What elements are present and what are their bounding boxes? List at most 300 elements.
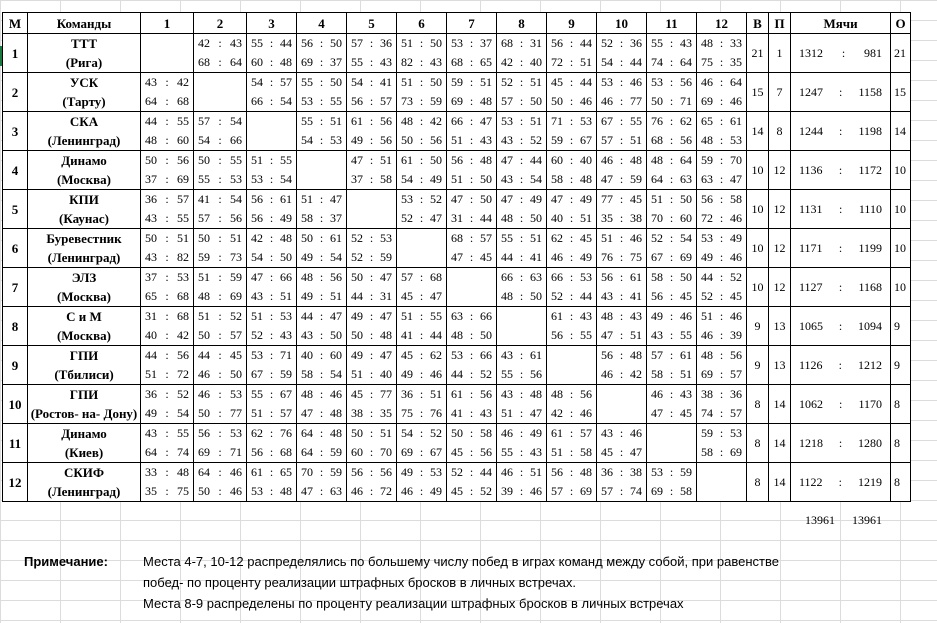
score-pair (597, 152, 646, 169)
score-own: 50 (351, 426, 363, 440)
balls-for: 1136 (799, 162, 823, 177)
score-separator: : (569, 133, 574, 147)
score-own: 68 (451, 55, 463, 69)
score-opp: 69 (177, 172, 189, 186)
table-row (3, 112, 911, 132)
score-own: 48 (651, 153, 663, 167)
score-separator: : (269, 426, 274, 440)
score-own: 55 (651, 36, 663, 50)
score-separator: : (619, 231, 624, 245)
self-cell (497, 307, 547, 346)
score-separator: : (319, 406, 324, 420)
wins-cell (747, 307, 769, 346)
score-own: 53 (601, 75, 613, 89)
score-opp: 53 (430, 465, 442, 479)
score-own: 54 (401, 172, 413, 186)
score-own: 44 (301, 309, 313, 323)
team-name-cell (28, 346, 141, 366)
score-separator: : (719, 192, 724, 206)
score-own: 35 (601, 211, 613, 225)
score-separator: : (369, 231, 374, 245)
self-cell (141, 34, 194, 73)
score-separator: : (669, 153, 674, 167)
score-opp: 53 (380, 231, 392, 245)
score-separator: : (469, 231, 474, 245)
score-own: 51 (551, 445, 563, 459)
balls-separator: : (838, 162, 843, 177)
score-own: 60 (351, 445, 363, 459)
score-cell (547, 307, 597, 327)
score-pair (141, 425, 193, 442)
balls-for: 1244 (799, 123, 823, 138)
score-own: 52 (551, 289, 563, 303)
score-own: 51 (601, 231, 613, 245)
score-own: 43 (601, 426, 613, 440)
score-cell (347, 346, 397, 366)
score-own: 50 (198, 153, 210, 167)
score-cell (194, 112, 247, 132)
balls-cell (791, 385, 891, 424)
score-pair (697, 347, 746, 364)
score-cell (697, 268, 747, 288)
score-pair (397, 152, 446, 169)
score-opp: 37 (330, 55, 342, 69)
score-opp: 55 (177, 114, 189, 128)
score-opp: 61 (280, 192, 292, 206)
score-separator: : (419, 445, 424, 459)
score-pair (397, 54, 446, 71)
score-opp: 47 (330, 309, 342, 323)
score-own: 43 (501, 348, 513, 362)
wins-value: 8 (754, 396, 761, 411)
score-opp: 57 (480, 231, 492, 245)
team-city: (Тбилиси) (54, 367, 114, 382)
score-pair (347, 171, 396, 188)
score-opp: 55 (280, 153, 292, 167)
score-separator: : (719, 94, 724, 108)
score-own: 61 (251, 465, 263, 479)
score-own: 59 (198, 250, 210, 264)
score-pair (397, 191, 446, 208)
score-separator: : (369, 172, 374, 186)
score-own: 44 (351, 289, 363, 303)
score-separator: : (319, 348, 324, 362)
score-cell (297, 131, 347, 151)
score-cell (697, 190, 747, 210)
score-separator: : (165, 328, 169, 342)
score-cell (141, 268, 194, 288)
score-separator: : (619, 172, 624, 186)
score-opp: 69 (680, 250, 692, 264)
score-cell (397, 131, 447, 151)
score-cell (297, 229, 347, 249)
score-separator: : (469, 211, 474, 225)
score-cell (647, 73, 697, 93)
score-separator: : (569, 250, 574, 264)
score-pair (194, 210, 246, 227)
score-separator: : (269, 231, 274, 245)
balls-separator: : (841, 45, 846, 60)
score-pair (347, 93, 396, 110)
team-name-cell (28, 229, 141, 249)
score-opp: 45 (230, 348, 242, 362)
score-own: 39 (501, 484, 513, 498)
score-pair (297, 269, 346, 286)
score-separator: : (269, 328, 274, 342)
score-opp: 50 (530, 289, 542, 303)
score-cell (647, 463, 697, 483)
score-separator: : (469, 445, 474, 459)
balls-pair (791, 162, 890, 179)
score-own: 37 (351, 172, 363, 186)
score-own: 45 (451, 484, 463, 498)
score-own: 43 (651, 328, 663, 342)
balls-pair (791, 279, 890, 296)
score-own: 69 (401, 445, 413, 459)
column-header: 8 (497, 13, 547, 34)
score-cell (141, 287, 194, 307)
score-cell (697, 151, 747, 171)
team-city-cell (28, 131, 141, 151)
score-own: 56 (351, 94, 363, 108)
score-opp: 43 (430, 55, 442, 69)
score-opp: 56 (380, 133, 392, 147)
score-pair (141, 288, 193, 305)
score-pair (497, 152, 546, 169)
score-pair (647, 366, 696, 383)
score-separator: : (519, 55, 524, 69)
score-cell (141, 424, 194, 444)
score-opp: 42 (630, 367, 642, 381)
score-separator: : (165, 250, 169, 264)
score-opp: 53 (730, 133, 742, 147)
score-cell (447, 346, 497, 366)
score-separator: : (218, 289, 222, 303)
score-opp: 48 (580, 172, 592, 186)
wins-cell (747, 229, 769, 268)
losses-cell (769, 307, 791, 346)
score-pair (597, 171, 646, 188)
score-opp: 48 (630, 153, 642, 167)
score-opp: 45 (680, 289, 692, 303)
score-opp: 46 (730, 211, 742, 225)
score-separator: : (369, 133, 374, 147)
score-opp: 44 (580, 75, 592, 89)
score-cell (597, 326, 647, 346)
team-city: (Ленинград) (47, 484, 121, 499)
score-own: 43 (145, 426, 157, 440)
self-cell (247, 112, 297, 151)
score-pair (547, 152, 596, 169)
score-pair (547, 425, 596, 442)
score-cell (597, 53, 647, 73)
score-opp: 68 (177, 94, 189, 108)
score-opp: 41 (380, 75, 392, 89)
score-pair (597, 210, 646, 227)
score-opp: 51 (630, 133, 642, 147)
score-separator: : (669, 387, 674, 401)
score-pair (597, 366, 646, 383)
score-opp: 41 (530, 250, 542, 264)
score-pair (547, 230, 596, 247)
score-opp: 45 (680, 406, 692, 420)
score-pair (647, 113, 696, 130)
score-separator: : (419, 133, 424, 147)
score-separator: : (519, 172, 524, 186)
score-own: 57 (401, 270, 413, 284)
score-own: 43 (301, 328, 313, 342)
score-opp: 65 (280, 465, 292, 479)
team-name-cell (28, 268, 141, 288)
table-row (3, 346, 911, 366)
score-own: 46 (501, 465, 513, 479)
score-pair (347, 230, 396, 247)
score-separator: : (519, 270, 524, 284)
score-cell (697, 307, 747, 327)
score-opp: 43 (230, 36, 242, 50)
score-own: 48 (701, 36, 713, 50)
score-cell (597, 424, 647, 444)
score-pair (497, 35, 546, 52)
score-cell (247, 287, 297, 307)
points-cell (891, 307, 911, 346)
score-pair (247, 347, 296, 364)
table-row (3, 151, 911, 171)
score-opp: 44 (430, 328, 442, 342)
score-cell (597, 346, 647, 366)
score-opp: 46 (630, 75, 642, 89)
score-separator: : (419, 309, 424, 323)
score-pair (397, 269, 446, 286)
wins-value: 10 (751, 279, 764, 294)
score-pair (647, 171, 696, 188)
score-pair (447, 210, 496, 227)
score-opp: 68 (177, 289, 189, 303)
score-own: 40 (301, 348, 313, 362)
score-pair (247, 249, 296, 266)
column-header: 3 (247, 13, 297, 34)
score-cell (497, 404, 547, 424)
score-separator: : (269, 309, 274, 323)
team-city: (Ростов- на- Дону) (30, 406, 138, 421)
balls-against: 1199 (858, 240, 882, 255)
score-opp: 49 (580, 192, 592, 206)
score-cell (141, 170, 194, 190)
score-opp: 57 (730, 406, 742, 420)
score-opp: 68 (177, 309, 189, 323)
score-pair (397, 308, 446, 325)
header-row (3, 13, 911, 34)
score-cell (141, 229, 194, 249)
score-own: 69 (451, 94, 463, 108)
balls-pair (791, 474, 890, 491)
score-pair (447, 230, 496, 247)
score-cell (547, 190, 597, 210)
score-own: 53 (251, 348, 263, 362)
score-cell (447, 229, 497, 249)
score-own: 60 (251, 55, 263, 69)
score-own: 52 (351, 231, 363, 245)
score-own: 66 (451, 114, 463, 128)
score-pair (397, 425, 446, 442)
score-own: 55 (301, 114, 313, 128)
score-pair (547, 386, 596, 403)
score-opp: 54 (330, 367, 342, 381)
score-cell (547, 73, 597, 93)
score-pair (697, 171, 746, 188)
losses-value: 12 (773, 201, 786, 216)
score-separator: : (218, 387, 222, 401)
score-cell (647, 385, 697, 405)
balls-separator: : (838, 279, 843, 294)
wins-value: 8 (754, 474, 761, 489)
score-pair (547, 405, 596, 422)
score-pair (597, 113, 646, 130)
points-cell (891, 424, 911, 463)
score-own: 64 (145, 445, 157, 459)
losses-cell (769, 268, 791, 307)
score-cell (697, 170, 747, 190)
score-separator: : (519, 445, 524, 459)
score-own: 63 (701, 172, 713, 186)
score-separator: : (669, 114, 674, 128)
score-opp: 56 (177, 348, 189, 362)
score-own: 52 (601, 36, 613, 50)
score-pair (247, 269, 296, 286)
score-own: 41 (198, 192, 210, 206)
balls-separator: : (838, 357, 842, 372)
place-value: 6 (11, 240, 19, 256)
score-own: 52 (251, 328, 263, 342)
score-pair (447, 249, 496, 266)
score-pair (647, 347, 696, 364)
points-cell (891, 385, 911, 424)
score-separator: : (519, 114, 524, 128)
score-own: 72 (551, 55, 563, 69)
score-own: 50 (198, 231, 210, 245)
score-cell (697, 443, 747, 463)
score-cell (597, 443, 647, 463)
points-cell (891, 229, 911, 268)
score-opp: 48 (330, 406, 342, 420)
score-cell (297, 34, 347, 54)
score-own: 56 (551, 36, 563, 50)
score-cell (141, 443, 194, 463)
score-opp: 46 (230, 465, 242, 479)
score-own: 56 (551, 465, 563, 479)
score-cell (194, 463, 247, 483)
score-cell (347, 229, 397, 249)
score-pair (447, 171, 496, 188)
score-pair (547, 464, 596, 481)
score-separator: : (218, 114, 222, 128)
score-pair (647, 386, 696, 403)
score-pair (597, 93, 646, 110)
score-cell (194, 287, 247, 307)
score-separator: : (669, 172, 674, 186)
score-opp: 42 (177, 328, 189, 342)
score-separator: : (269, 211, 274, 225)
score-pair (547, 444, 596, 461)
score-separator: : (519, 367, 524, 381)
score-separator: : (719, 348, 724, 362)
score-opp: 60 (177, 133, 189, 147)
score-pair (194, 425, 246, 442)
score-pair (597, 483, 646, 500)
score-cell (141, 209, 194, 229)
score-separator: : (319, 465, 324, 479)
score-own: 43 (251, 289, 263, 303)
score-cell (247, 170, 297, 190)
score-opp: 56 (430, 133, 442, 147)
score-cell (447, 326, 497, 346)
score-own: 47 (601, 328, 613, 342)
score-opp: 69 (730, 445, 742, 459)
balls-separator: : (839, 396, 843, 411)
balls-cell (791, 463, 891, 502)
score-pair (247, 54, 296, 71)
score-own: 62 (551, 231, 563, 245)
score-own: 56 (601, 270, 613, 284)
losses-cell (769, 385, 791, 424)
score-opp: 61 (630, 270, 642, 284)
score-separator: : (218, 192, 222, 206)
score-own: 56 (451, 153, 463, 167)
score-separator: : (419, 406, 424, 420)
score-cell (141, 307, 194, 327)
score-pair (247, 444, 296, 461)
team-name: ЭЛЗ (71, 270, 97, 285)
score-cell (397, 53, 447, 73)
score-separator: : (569, 445, 574, 459)
score-cell (497, 287, 547, 307)
score-own: 43 (501, 172, 513, 186)
score-cell (247, 229, 297, 249)
column-header: 11 (647, 13, 697, 34)
score-own: 55 (301, 75, 313, 89)
score-pair (194, 230, 246, 247)
score-own: 57 (501, 94, 513, 108)
score-cell (497, 482, 547, 502)
score-separator: : (419, 75, 424, 89)
self-cell (397, 229, 447, 268)
score-cell (547, 443, 597, 463)
score-separator: : (569, 465, 574, 479)
score-own: 69 (701, 367, 713, 381)
score-own: 31 (451, 211, 463, 225)
score-own: 40 (551, 211, 563, 225)
score-opp: 57 (580, 426, 592, 440)
score-opp: 67 (280, 387, 292, 401)
score-pair (447, 444, 496, 461)
score-cell (397, 34, 447, 54)
score-cell (347, 424, 397, 444)
score-pair (697, 152, 746, 169)
score-pair (647, 249, 696, 266)
score-pair (497, 191, 546, 208)
score-pair (397, 405, 446, 422)
score-own: 59 (551, 133, 563, 147)
score-opp: 40 (380, 367, 392, 381)
score-separator: : (719, 426, 724, 440)
place-cell (3, 34, 28, 73)
score-cell (347, 443, 397, 463)
score-separator: : (165, 153, 169, 167)
wins-value: 9 (754, 357, 761, 372)
score-cell (597, 34, 647, 54)
score-pair (497, 132, 546, 149)
score-cell (347, 73, 397, 93)
